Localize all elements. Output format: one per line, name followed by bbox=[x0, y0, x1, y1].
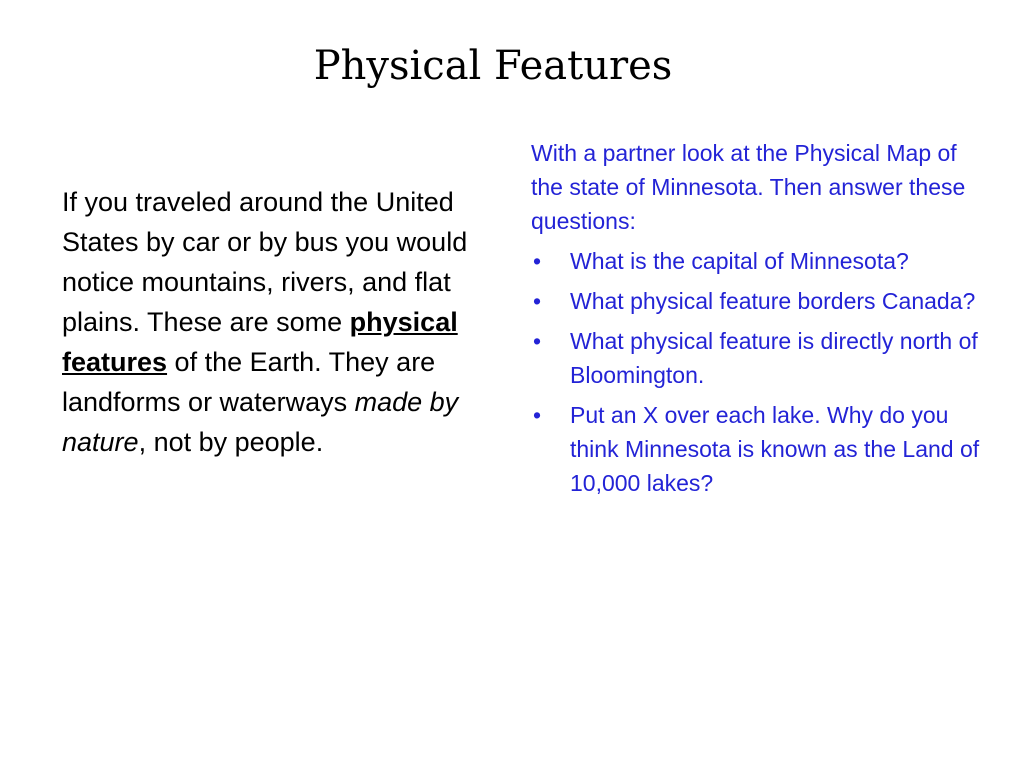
bullet-icon: • bbox=[533, 288, 542, 314]
intro-paragraph bbox=[62, 182, 472, 462]
bullet-icon: • bbox=[533, 328, 542, 354]
question-text: What physical feature is directly north of Bloomington. bbox=[570, 328, 978, 388]
bullet-icon: • bbox=[533, 248, 542, 274]
question-text: What physical feature borders Canada? bbox=[570, 288, 976, 314]
question-list bbox=[531, 244, 991, 500]
question-item bbox=[531, 284, 991, 318]
intro-text-part-3: , not by people. bbox=[138, 427, 324, 457]
activity-instructions: With a partner look at the Physical Map of the state of Minnesota. Then answer these questions: bbox=[531, 140, 966, 234]
bullet-icon: • bbox=[533, 402, 542, 428]
activity-section bbox=[531, 136, 991, 506]
question-text: Put an X over each lake. Why do you think Minnesota is known as the Land of 10,000 lakes? bbox=[570, 402, 980, 496]
question-item bbox=[531, 324, 991, 392]
question-item bbox=[531, 244, 991, 278]
emphasis-made-by-nature: made by nature bbox=[62, 387, 459, 457]
question-text: What is the capital of Minnesota? bbox=[570, 248, 909, 274]
key-term-physical-features: physical features bbox=[62, 307, 458, 377]
slide-title: Physical Features bbox=[313, 43, 673, 89]
question-item bbox=[531, 398, 991, 500]
intro-text-part-1: If you traveled around the United States by car or by bus you would notice mountains, rivers, and flat plains. These are some bbox=[62, 187, 468, 337]
intro-text-part-2: of the Earth. They are landforms or waterways bbox=[62, 347, 436, 417]
